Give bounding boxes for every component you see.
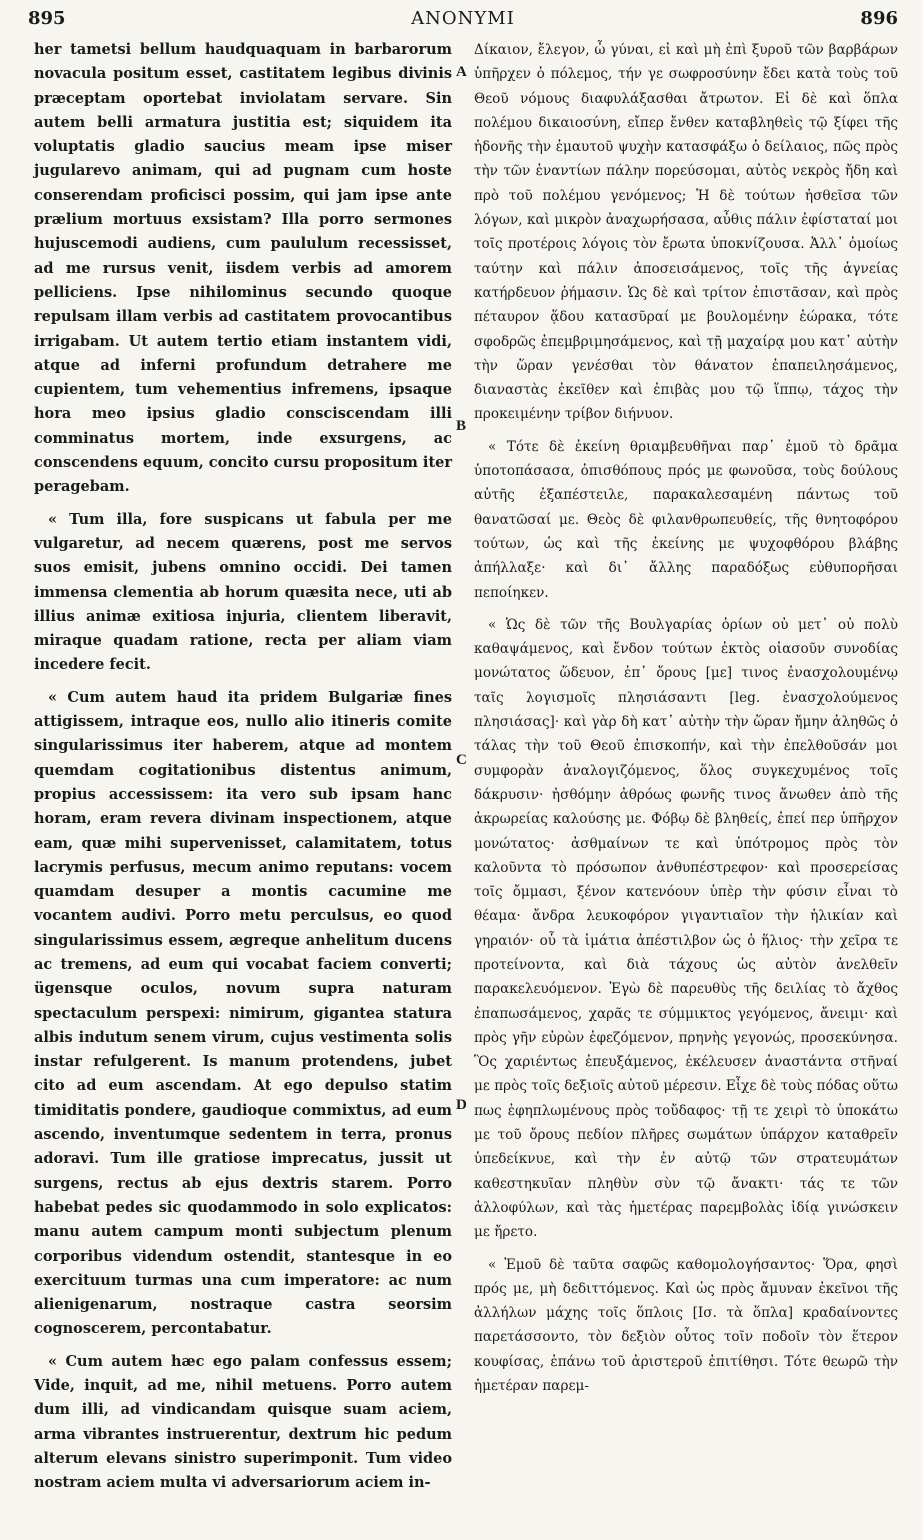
latin-paragraph-4: « Cum autem hæc ego palam confessus essem; Vide, inquit, ad me, nihil metuens. Porro autem dum illi, ad vindicandam quisque suam aciem, arma vibrantes instruerentur, dextrum hic pedum alterum elevans sinistro superimponit. Tum video nostram aciem multa vi adversariorum aciem in-: [34, 1352, 452, 1492]
margin-letter-c: C: [456, 752, 467, 768]
greek-paragraph-2: « Τότε δὲ ἐκείνη θριαμβευθῆναι παρ᾽ ἐμοῦ τὸ δρᾶμα ὑποτοπάσασα, ὀπισθόπους πρός με φωνοῦσα, τοὺς δούλους αὐτῆς ἐξαπέστειλε, παρακαλεσαμένη πάντως τοῦ θανατῶσαί με. Θεὸς δὲ φιλανθρωπευθείς, τῆς θνητοφόρου τούτων, ὡς καὶ τῆς ἐκείνης με ψυχοφθόρου βλάβης ἀπήλλαξε· καὶ δι᾽ ἄλλης παραδόξως εὐθυπορῆσαι πεποίηκεν.: [474, 438, 898, 601]
page-number-left: 895: [28, 8, 66, 29]
margin-letter-d: D: [456, 1097, 467, 1113]
margin-letter-a: A: [456, 64, 467, 80]
latin-column: [34, 38, 452, 1504]
running-title: ANONYMI: [411, 8, 515, 29]
latin-paragraph-2: « Tum illa, fore suspicans ut fabula per me vulgaretur, ad necem quærens, post me servos suos emisit, jubens omnino occidi. Dei tamen immensa clementia ab horum quæsita nece, uti ab illius animæ exitiosa injuria, clientem liberavit, miraque quadam ratione, recta per aliam viam incedere fecit.: [34, 510, 452, 674]
page-header: [28, 6, 898, 32]
latin-paragraph-3: « Cum autem haud ita pridem Bulgariæ fines attigissem, intraque eos, nullo alio itineris comite singularissimus iter haberem, atque ad montem quemdam cogitationibus distentus animum, propius accessissem: ita vero sub ipsam hanc horam, eram revera divinam inspectionem, atque eam, quæ mihi supervenisset, calamitatem, totus lacrymis perfusus, mecum animo reputans: vocem quamdam desuper a montis cacumine me vocantem audivi. Porro metu perculsus, eo quod singularissimus essem, ægreque anhelitum ducens ac tremens, ad eum qui vocabat faciem converti; ügensque oculos, novum supra naturam spectaculum perspexi: nimirum, gigantea statura albis indutum senem virum, cujus vestimenta solis instar refulgerent. Is manum protendens, jubet cito ad eum ascendam. At ego depulso statim timiditatis pondere, gaudioque commixtus, ad eum ascendo, inventumque sedentem in terra, pronus adoravi. Tum ille gratiose imprecatus, jussit ut surgens, rectus ab ejus dextris starem. Porro habebat pedes sic quodammodo in solo explicatos: manu autem campum monti subjectum plenum corporibus videndum ostendit, stantesque in eo exercituum turmas una cum imperatore: ac num alienigenarum, nostraque castra seorsim cognoscerem, percontabatur.: [34, 688, 452, 1338]
latin-paragraph-1: her tametsi bellum haudquaquam in barbarorum novacula positum esset, castitatem legibus divinis præceptam oportebat inviolatam servare. Sin autem belli armatura justitia est; siquidem ita voluptatis gladio saucius meam ipse miser jugularevo animam, qui ad pugnam cum hoste conserendam proficisci possim, qui jam ipse ante prælium mortuus exsistam? Illa porro sermones hujuscemodi audiens, cum paululum recessisset, ad me rursus venit, iisdem verbis ad amorem pelliciens. Ipse nihilominus secundo quoque repulsam illam verbis ad castitatem provocantibus irrigabam. Ut autem tertio etiam instantem vidi, atque ad inferni profundum detrahere me cupientem, tum vehementius infremens, ipsaque hora meo ipsius gladio consciscendam illi comminatus mortem, inde exsurgens, ac conscendens equum, concito cursu propositum iter peragebam.: [34, 41, 453, 496]
greek-paragraph-1: Δίκαιον, ἔλεγον, ὦ γύναι, εἰ καὶ μὴ ἐπὶ ξυροῦ τῶν βαρβάρων ὑπῆρχεν ὁ πόλεμος, τήν γε σωφροσύνην ἔδει κατὰ τοὺς τοῦ Θεοῦ νόμους διαφυλάξασθαι ἄτρωτον. Εἰ δὲ καὶ ὅπλα πολέμου δικαιοσύνη, εἴπερ ἔνθεν καταβληθεὶς τῷ ξίφει τῆς ἡδονῆς τὴν ἐμαυτοῦ ψυχὴν κατασφάξω ὁ δείλαιος, πῶς πρὸς τὴν τῶν ἐναντίων πάλην πορεύσομαι, αὐτὸς νεκρὸς ἤδη καὶ πρὸ τοῦ πολέμου γενόμενος; Ἡ δὲ τούτων ἠσθεῖσα τῶν λόγων, καὶ μικρὸν ἀναχωρήσασα, αὖθις πάλιν ἐφίσταταί μοι τοῖς προτέροις λόγοις τὸν ἔρωτα ὑποκνίζουσα. Ἀλλ᾽ ὁμοίως ταύτην καὶ πάλιν ἀποσεισάμενος, τοῖς τῆς ἁγνείας κατήρδευον ῥήμασιν. Ὡς δὲ καὶ τρίτον ἐπιστᾶσαν, καὶ πρὸς πέταυρον ᾅδου κατασῦραί με βουλομένην ἑώρακα, τότε σφοδρῶς ἐπεμβριμησάμενος, καὶ τῇ μαχαίρᾳ μου κατ᾽ αὐτὴν τὴν ὥραν γενέσθαι τὸν θάνατον ἐπαπειλησάμενος, διαναστὰς ἐκεῖθεν καὶ ἐπιβὰς μου τῷ ἵππῳ, τάχος τὴν προκειμένην τρίβον διήνυον.: [474, 42, 898, 423]
greek-paragraph-3: « Ὡς δὲ τῶν τῆς Βουλγαρίας ὁρίων οὐ μετ᾽ οὐ πολὺ καθαψάμενος, καὶ ἔνδον τούτων ἐκτὸς οἰασοῦν συνοδίας μονώτατος ὥδευον, ἐπ᾽ ὄρους [με] τινος ἐνασχολουμένῳ ταῖς λογισμοῖς πλησιάσαντι [leg. ἐνασχολούμενος πλησιάσας]· καὶ γὰρ δὴ κατ᾽ αὐτὴν τὴν ὥραν ἤμην ἀληθῶς ὁ τάλας τὴν τοῦ Θεοῦ ἐπισκοπήν, καὶ τὴν ἐπελθοῦσάν μοι συμφορὰν ἀναλογιζόμενος, ὅλος συγκεχυμένος τοῖς δάκρυσιν· ἠσθόμην ἀθρόως φωνῆς τινος ἄνωθεν ἀπὸ τῆς ἀκρωρείας καλούσης με. Φόβῳ δὲ βληθείς, ἐπεί περ ὑπῆρχον μονώτατος· ἀσθμαίνων τε καὶ ὑπότρομος πρὸς τὸν καλοῦντα τὸ πρόσωπον ἀνθυπέστρεφον· καὶ προσερείσας τοῖς ὄμμασι, ξένον κατενόουν ὑπὲρ τὴν φύσιν εἶναι τὸ θέαμα· ἄνδρα λευκοφόρον γιγαντιαῖον τὴν ἡλικίαν καὶ γηραιόν· οὗ τὰ ἱμάτια ἀπέστιλβον ὡς ὁ ἥλιος· τὴν χεῖρα τε προτείνοντα, καὶ διὰ τάχους ὡς αὐτὸν ἀνελθεῖν παρακελευόμενον. Ἐγὼ δὲ παρευθὺς τῆς δειλίας τὸ ἄχθος ἐπαπωσάμενος, χαρᾶς τε σύμμικτος γεγόμενος, ἄνειμι· καὶ πρὸς γῆν εὑρὼν ἐφεζόμενον, πρηνὴς γεγονώς, προσεκύνησα. Ὃς χαριέντως ἐπευξάμενος, ἐκέλευσεν ἀναστάντα στῆναί με πρὸς τοῖς δεξιοῖς αὐτοῦ μέρεσιν. Εἶχε δὲ τοὺς πόδας οὕτω πως ἐφηπλωμένους πρὸς τοὔδαφος· τῇ τε χειρὶ τὸ ὑποκάτω με τοῦ ὄρους πεδίον πλῆρες σωμάτων ὑπάρχον καταθρεῖν ὑπεδείκνυε, καὶ τὴν ἐν αὐτῷ τῶν στρατευμάτων καθεστηκυῖαν πληθὺν σὺν τῷ ἄνακτι· τάς τε τῶν ἀλλοφύλων, καὶ τὰς ἡμετέρας παρεμβολὰς ἰδίᾳ γινώσκειν με ἤρετο.: [474, 616, 898, 1241]
greek-paragraph-4: « Ἐμοῦ δὲ ταῦτα σαφῶς καθομολογήσαντος· Ὅρα, φησὶ πρός με, μὴ δεδιττόμενος. Καὶ ὡς πρὸς ἄμυναν ἐκεῖνοι τῆς ἀλλήλων μάχης τοῖς ὅπλοις [Ισ. τὰ ὅπλα] κραδαίνοντες παρετάσσοντο, τὸν δεξιὸν οὗτος τοῖν ποδοῖν τὸν ἕτερον κουφίσας, ἐπάνω τοῦ ἀριστεροῦ ἐπιτίθησι. Τότε θεωρῶ τὴν ἡμετέραν παρεμ-: [474, 1256, 898, 1395]
page-number-right: 896: [860, 8, 898, 29]
greek-column: [474, 38, 898, 1406]
margin-letter-b: B: [456, 418, 467, 434]
